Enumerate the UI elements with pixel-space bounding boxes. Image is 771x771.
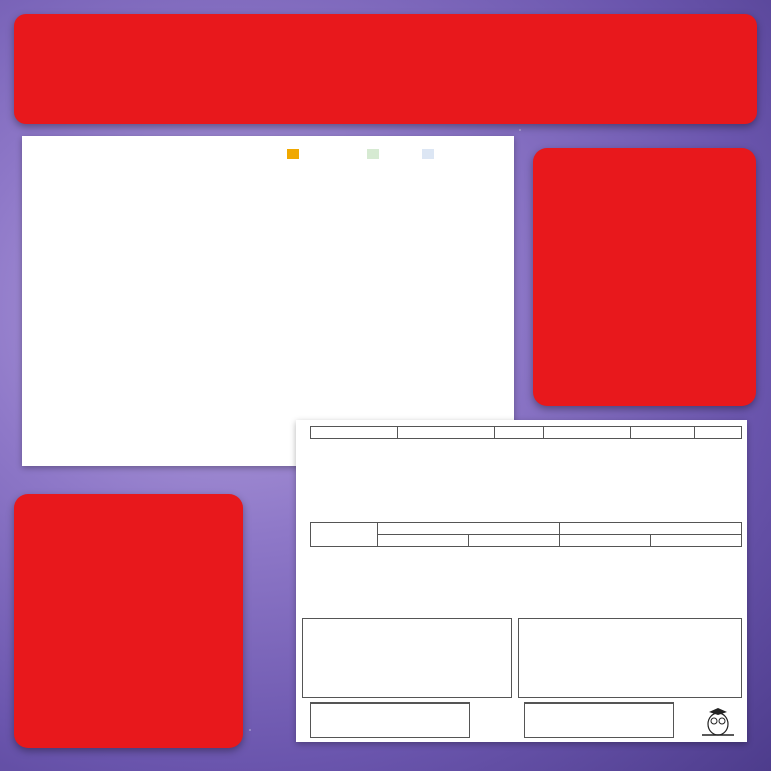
top-table — [310, 426, 742, 439]
mid-sub-days2 — [651, 535, 742, 547]
mid-header-vac — [560, 523, 742, 535]
download-info-box — [14, 494, 243, 748]
legend-vacation — [367, 149, 381, 159]
editable-info-box — [533, 148, 756, 406]
legend-swatch-vacation — [367, 149, 379, 159]
legend-swatch-extra — [422, 149, 434, 159]
note-left — [302, 618, 512, 698]
legend-swatch-holiday — [287, 149, 299, 159]
top-empty-2 — [398, 427, 495, 439]
mid-header-periods — [378, 523, 560, 535]
legend-extra — [422, 149, 512, 159]
owl-teacher-icon — [698, 704, 738, 738]
mid-sub-period — [378, 535, 469, 547]
legend-holiday — [287, 149, 301, 159]
mid-sub-period2 — [560, 535, 651, 547]
top-header-days2 — [695, 427, 742, 439]
tables-sheet — [296, 420, 747, 742]
top-header-vac — [631, 427, 695, 439]
days-count-title — [311, 703, 469, 704]
mid-table — [310, 522, 742, 547]
calendar-sheet — [22, 136, 514, 466]
prod-box — [524, 702, 674, 738]
mid-sub-days — [469, 535, 560, 547]
top-empty-1 — [311, 427, 398, 439]
top-header-period — [544, 427, 631, 439]
days-count-box — [310, 702, 470, 738]
prod-title — [525, 703, 673, 704]
mid-empty — [311, 523, 378, 547]
main-title-banner — [14, 14, 757, 124]
top-header-days — [495, 427, 544, 439]
note-right — [518, 618, 742, 698]
